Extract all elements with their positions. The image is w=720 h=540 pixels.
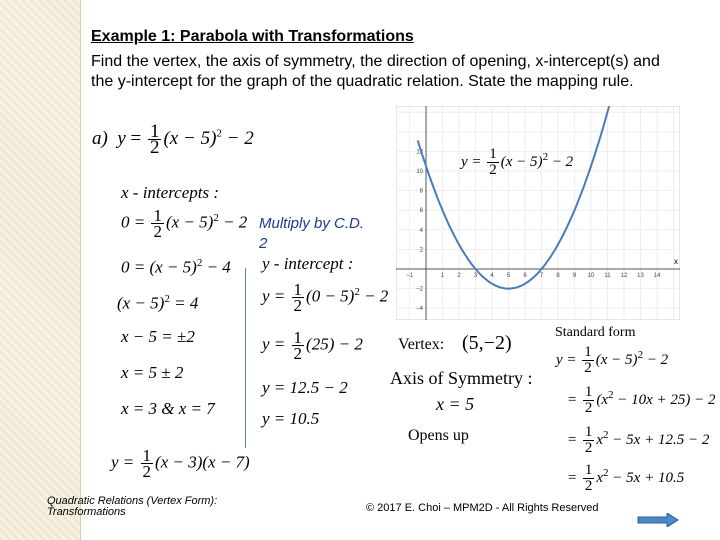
x-int-step-2: $0 = (x - 5)^2 - 4$ xyxy=(121,257,231,277)
fraction: $\frac{1}{2}$ xyxy=(142,446,152,481)
standard-form-line-3: = $\frac{1}{2}$ $x^2 - 5x + 12.5 - 2$ xyxy=(567,424,710,456)
x-tick-label: 2 xyxy=(457,273,461,279)
axis-of-symmetry-value: x = 5 xyxy=(436,394,475,414)
y-tick-label: −4 xyxy=(416,306,423,313)
x-tick-label: 1 xyxy=(440,273,445,279)
x-tick-label: 11 xyxy=(604,273,611,279)
y-int-step-2: y = $\frac{1}{2}$ (25) − 2 xyxy=(262,328,363,363)
footer-copyright: © 2017 E. Choi – MPM2D - All Rights Reserved xyxy=(366,502,599,514)
x-tick-label: 10 xyxy=(587,273,595,279)
fraction: $\frac{1}{2}$ xyxy=(489,146,497,178)
x-int-step-5: x = 5 ± 2 xyxy=(121,363,184,382)
y-int-step-3: y = 12.5 − 2 xyxy=(262,378,348,397)
graph-equation-label: y = $\frac{1}{2}$ $(x - 5)^2 - 2$ xyxy=(461,146,574,178)
x-int-step-1: 0 = $\frac{1}{2}$ $(x - 5)^2 - 2$ xyxy=(121,206,248,241)
x-tick-label: 8 xyxy=(556,273,560,279)
y-tick-label: 2 xyxy=(419,247,423,254)
y-tick-label: 10 xyxy=(416,169,423,175)
opens-direction: Opens up xyxy=(408,427,469,444)
standard-form-line-4: = $\frac{1}{2}$ $x^2 - 5x + 10.5$ xyxy=(567,462,685,494)
footer-course-title: Quadratic Relations (Vertex Form): Transformations xyxy=(47,495,218,518)
y-tick-label: 8 xyxy=(419,188,423,195)
standard-form-heading: Standard form xyxy=(555,325,636,340)
parabola-graph xyxy=(396,106,680,320)
fraction: $\frac{1}{2}$ xyxy=(153,206,162,241)
page-title: Example 1: Parabola with Transformations xyxy=(91,28,414,45)
vertex-value: (5,−2) xyxy=(462,332,512,354)
y-tick-label: 4 xyxy=(419,227,423,234)
x-intercepts-heading: x - intercepts : xyxy=(121,183,220,202)
x-tick-label: 12 xyxy=(620,273,628,279)
side-divider xyxy=(80,0,81,540)
standard-form-line-2: = $\frac{1}{2}$ $(x^2 - 10x + 25) - 2$ xyxy=(567,384,716,416)
x-tick-label: 14 xyxy=(653,273,661,279)
x-int-step-6: x = 3 & x = 7 xyxy=(121,399,215,418)
x-tick-label: 7 xyxy=(539,273,544,279)
divider-line xyxy=(245,268,246,448)
multiply-note: Multiply by C.D. 2 xyxy=(259,215,365,252)
fraction: $\frac{1}{2}$ xyxy=(293,280,303,315)
fraction: $\frac{1}{2}$ xyxy=(584,462,593,494)
fraction: $\frac{1}{2}$ xyxy=(149,121,160,158)
x-tick-label: 3 xyxy=(473,273,478,279)
y-int-step-4: y = 10.5 xyxy=(262,409,320,428)
x-int-step-3: $(x - 5)^2 = 4$ xyxy=(117,293,199,313)
fraction: $\frac{1}{2}$ xyxy=(584,344,592,376)
decorative-side-strip xyxy=(0,0,80,540)
x-axis-label: x xyxy=(674,257,678,266)
factored-form: y = $\frac{1}{2}$ (x − 3)(x − 7) xyxy=(111,446,250,481)
x-tick-label: 9 xyxy=(572,273,577,279)
axis-of-symmetry-label: Axis of Symmetry : xyxy=(390,368,533,388)
y-int-step-1: y = $\frac{1}{2}$ $(0 - 5)^2 - 2$ xyxy=(262,280,389,315)
x-tick-label: 6 xyxy=(523,273,527,279)
x-tick-label: 13 xyxy=(637,273,644,279)
problem-prompt: Find the vertex, the axis of symmetry, the direction of opening, x-intercept(s) and the y-intercept for the graph of the quadratic relation. State the mapping rule. xyxy=(91,53,660,90)
y-tick-label: 12 xyxy=(416,149,423,156)
vertex-label: Vertex: xyxy=(398,336,445,353)
x-tick-label: 5 xyxy=(506,273,511,279)
standard-form-line-1: y = $\frac{1}{2}$ $(x - 5)^2 - 2$ xyxy=(556,344,669,376)
y-tick-label: −2 xyxy=(416,286,423,293)
arrow-right-icon xyxy=(638,513,678,527)
x-tick-label: 4 xyxy=(490,273,494,279)
part-a-equation: a) y = $\frac{1}{2}$ $(x - 5)^2 - 2$ xyxy=(92,121,254,158)
fraction: $\frac{1}{2}$ xyxy=(584,384,593,416)
y-tick-label: 6 xyxy=(419,208,423,215)
fraction: $\frac{1}{2}$ xyxy=(293,328,303,363)
x-tick-label: −1 xyxy=(406,273,413,279)
fraction: $\frac{1}{2}$ xyxy=(584,424,593,456)
next-slide-arrow-button[interactable] xyxy=(637,513,679,527)
x-int-step-4: x − 5 = ±2 xyxy=(121,327,195,346)
y-intercept-heading: y - intercept : xyxy=(262,254,354,273)
